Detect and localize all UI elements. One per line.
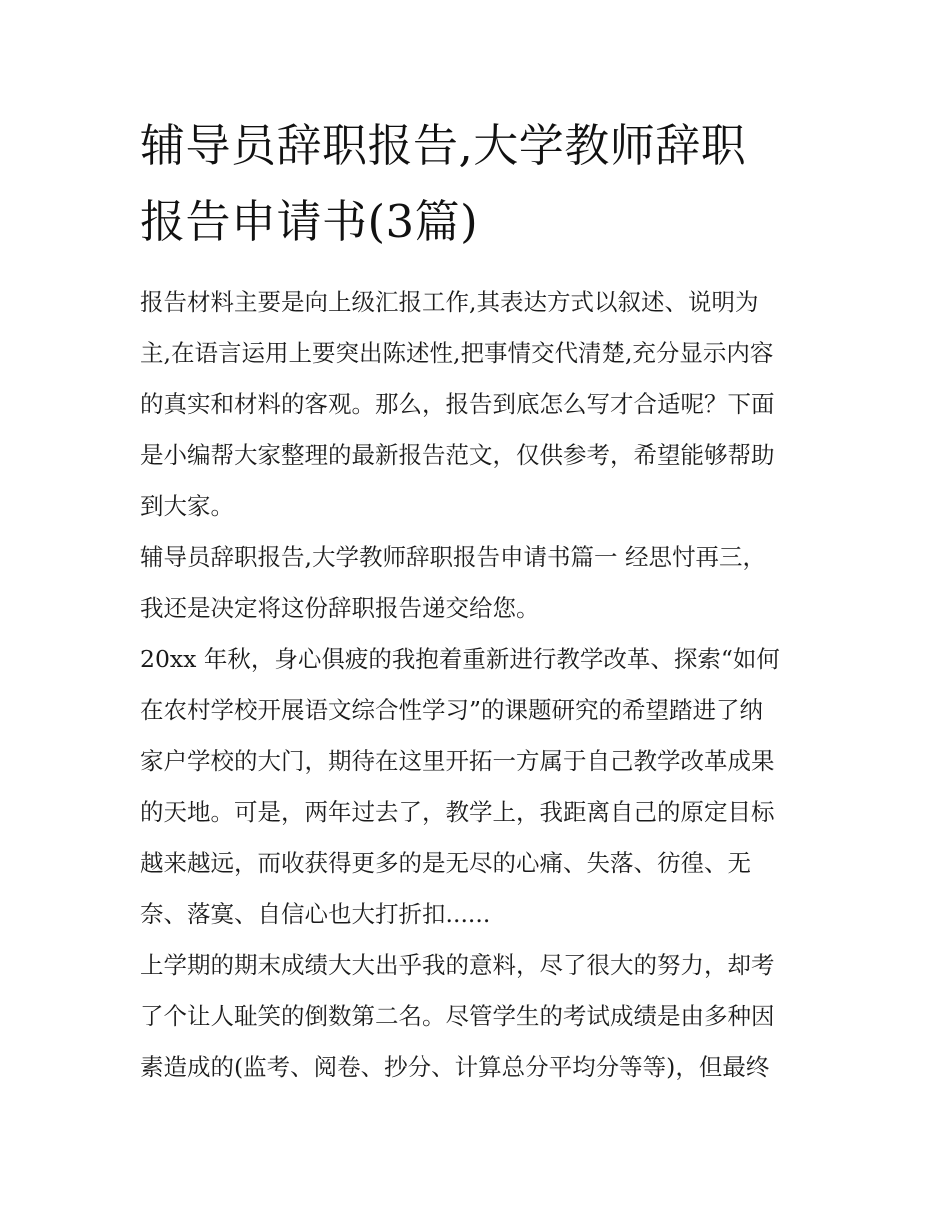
title-line-1: 辅导员辞职报告,大学教师辞职 xyxy=(140,119,747,172)
text-line: 越来越远，而收获得更多的是无尽的心痛、失落、彷徨、无 xyxy=(140,849,751,877)
title-line-2: 报告申请书(3篇) xyxy=(140,195,479,248)
text-line: 了个让人耻笑的倒数第二名。尽管学生的考试成绩是由多种因 xyxy=(140,1002,775,1030)
document-body xyxy=(140,280,830,1096)
text-line: 20xx 年秋，身心俱疲的我抱着重新进行教学改革、探索“如何 xyxy=(140,645,780,673)
body-paragraph xyxy=(140,943,830,1096)
text-line: 的真实和材料的客观。那么，报告到底怎么写才合适呢？下面 xyxy=(140,390,775,418)
text-line: 上学期的期末成绩大大出乎我的意料，尽了很大的努力，却考 xyxy=(140,951,775,979)
text-line: 到大家。 xyxy=(140,492,234,520)
section-heading-paragraph xyxy=(140,535,830,637)
intro-paragraph xyxy=(140,280,830,535)
document-title xyxy=(140,108,820,260)
text-line: 辅导员辞职报告,大学教师辞职报告申请书篇一 经思忖再三， xyxy=(140,543,766,571)
text-line: 是小编帮大家整理的最新报告范文，仅供参考，希望能够帮助 xyxy=(140,441,775,469)
text-line: 的天地。可是，两年过去了，教学上，我距离自己的原定目标 xyxy=(140,798,775,826)
text-line: 我还是决定将这份辞职报告递交给您。 xyxy=(140,594,540,622)
body-paragraph xyxy=(140,637,830,943)
text-line: 素造成的(监考、阅卷、抄分、计算总分平均分等等)，但最终 xyxy=(140,1053,770,1081)
text-line: 奈、落寞、自信心也大打折扣...... xyxy=(140,900,491,928)
text-line: 主,在语言运用上要突出陈述性,把事情交代清楚,充分显示内容 xyxy=(140,339,774,367)
text-line: 报告材料主要是向上级汇报工作,其表达方式以叙述、说明为 xyxy=(140,288,759,316)
text-line: 家户学校的大门，期待在这里开拓一方属于自己教学改革成果 xyxy=(140,747,775,775)
text-line: 在农村学校开展语文综合性学习”的课题研究的希望踏进了纳 xyxy=(140,696,764,724)
